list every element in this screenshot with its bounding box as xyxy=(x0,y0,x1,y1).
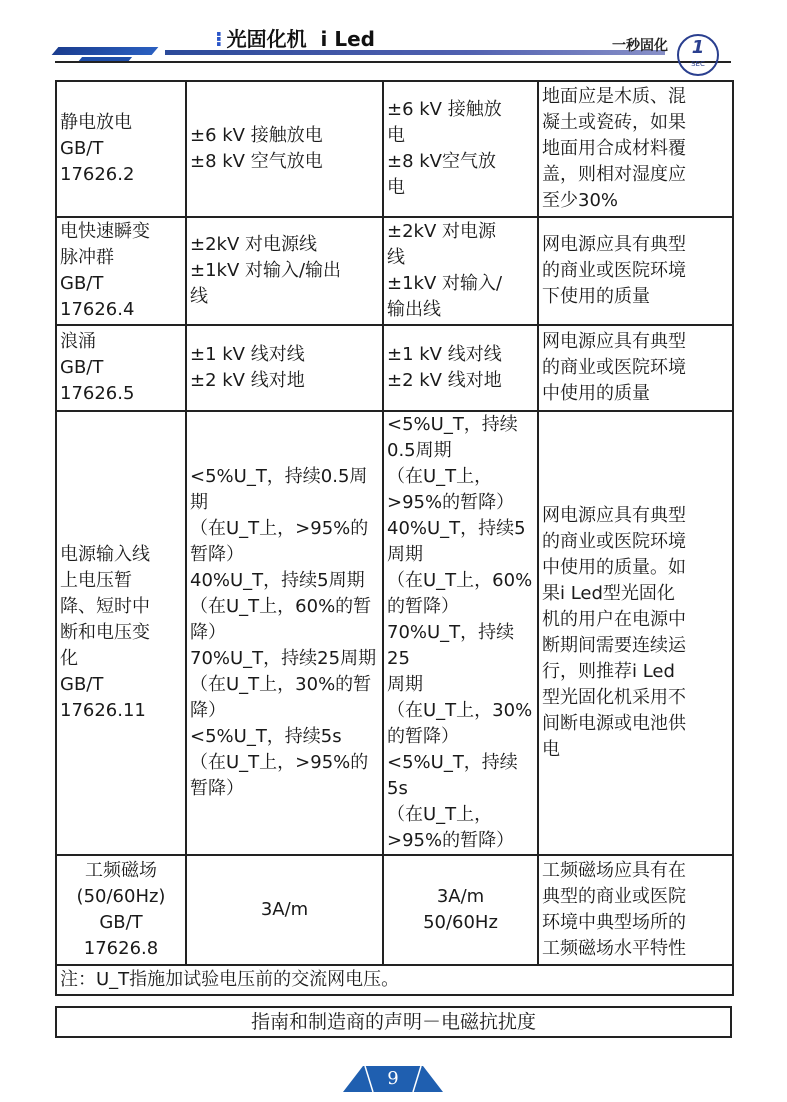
cell-line: 50/60Hz xyxy=(423,912,498,933)
cell-line: 的暂降） xyxy=(387,726,459,747)
cell-line: 70%U_T，持续25周期 xyxy=(190,648,377,669)
cell-line: ±1 kV 线对线 xyxy=(387,344,502,365)
cell-line: 17626.2 xyxy=(60,164,135,185)
cell-line: 暂降） xyxy=(190,544,244,565)
cell-line: 的商业或医院环境 xyxy=(542,260,686,281)
cell-line: (50/60Hz) xyxy=(76,886,166,907)
cell-test-item xyxy=(56,217,186,325)
cell-line: 17626.11 xyxy=(60,700,146,721)
cell-test-item xyxy=(56,855,186,965)
table-row xyxy=(56,411,733,855)
cell-line: 网电源应具有典型 xyxy=(542,331,686,352)
cell-em-environment xyxy=(538,217,733,325)
cell-line: （在U_T上，>95%的 xyxy=(190,518,369,539)
cell-line: ±2 kV 线对地 xyxy=(387,370,502,391)
section-title: 指南和制造商的声明－电磁抗扰度 xyxy=(55,1006,732,1038)
cell-line: GB/T xyxy=(60,273,104,294)
cell-line: ±2 kV 线对地 xyxy=(190,370,305,391)
cell-line: （在U_T上，60% xyxy=(387,570,533,591)
cell-line: 化 xyxy=(60,648,78,669)
cell-test-item xyxy=(56,81,186,217)
cell-line: 3A/m xyxy=(260,899,309,920)
cell-line: 降、短时中 xyxy=(60,596,150,617)
cell-test-level xyxy=(186,217,383,325)
cell-line: 电快速瞬变 xyxy=(60,221,150,242)
immunity-table xyxy=(55,80,734,996)
cell-line: ±1 kV 线对线 xyxy=(190,344,305,365)
cell-compliance-level xyxy=(383,855,538,965)
bullet-icon: ⁝ xyxy=(215,27,223,51)
cell-test-level xyxy=(186,325,383,411)
clock-logo-icon xyxy=(677,34,719,76)
table-row xyxy=(56,81,733,217)
cell-line: 电源输入线 xyxy=(60,544,150,565)
cell-line: >95%的暂降） xyxy=(387,830,515,851)
cell-line: 电 xyxy=(387,177,405,198)
table-note: 注：U_T指施加试验电压前的交流网电压。 xyxy=(56,965,733,995)
table-row xyxy=(56,217,733,325)
cell-line: ±1kV 对输入/输出 xyxy=(190,260,342,281)
cell-line: 浪涌 xyxy=(60,331,96,352)
cell-line: 线 xyxy=(387,247,405,268)
cell-line: 间断电源或电池供 xyxy=(542,713,686,734)
cell-line: 输出线 xyxy=(387,299,441,320)
cell-line: 断期间需要连续运 xyxy=(542,635,686,656)
cell-line: 下使用的质量 xyxy=(542,286,650,307)
header-slogan: 一秒固化 xyxy=(612,38,668,54)
cell-line: 工频磁场 xyxy=(85,860,157,881)
cell-line: 周期 xyxy=(387,544,423,565)
cell-line: 机的用户在电源中 xyxy=(542,609,686,630)
cell-line: 降） xyxy=(190,622,226,643)
cell-line: （在U_T上，>95%的 xyxy=(190,752,369,773)
cell-line: （在U_T上，60%的暂 xyxy=(190,596,372,617)
cell-compliance-level xyxy=(383,411,538,855)
cell-line: 果i Led型光固化 xyxy=(542,583,675,604)
cell-test-level xyxy=(186,855,383,965)
cell-line: GB/T xyxy=(99,912,143,933)
header-title xyxy=(215,27,375,51)
cell-line: <5%U_T，持续5s xyxy=(387,752,518,799)
cell-line: 0.5周期 xyxy=(387,440,452,461)
cell-line: 17626.4 xyxy=(60,299,135,320)
cell-line: 40%U_T，持续5周期 xyxy=(190,570,365,591)
cell-line: 中使用的质量 xyxy=(542,383,650,404)
cell-line: GB/T xyxy=(60,357,104,378)
brand-title: 光固化机 i Led xyxy=(226,27,375,51)
clock-label: SEC xyxy=(691,60,705,68)
cell-line: 17626.5 xyxy=(60,383,135,404)
cell-compliance-level xyxy=(383,217,538,325)
cell-line: 周期 xyxy=(387,674,423,695)
cell-line: 40%U_T，持续5 xyxy=(387,518,526,539)
content-area xyxy=(55,80,732,1038)
cell-line: 线 xyxy=(190,286,208,307)
cell-line: 脉冲群 xyxy=(60,247,114,268)
cell-line: （在U_T上，30% xyxy=(387,700,533,721)
cell-line: 的暂降） xyxy=(387,596,459,617)
cell-line: （在U_T上，30%的暂 xyxy=(190,674,372,695)
cell-compliance-level xyxy=(383,81,538,217)
note-row xyxy=(56,965,733,995)
cell-line: ±8 kV空气放 xyxy=(387,151,496,172)
cell-line: GB/T xyxy=(60,674,104,695)
cell-line: （在U_T上， xyxy=(387,804,493,825)
cell-line: ±6 kV 接触放电 xyxy=(190,125,323,146)
cell-line: 期 xyxy=(190,492,208,513)
cell-line: 至少30% xyxy=(542,190,619,211)
cell-em-environment xyxy=(538,325,733,411)
cell-line: 的商业或医院环境 xyxy=(542,357,686,378)
cell-line: 静电放电 xyxy=(60,112,132,133)
cell-line: 3A/m xyxy=(436,886,485,907)
cell-line: 降） xyxy=(190,700,226,721)
cell-line: ±1kV 对输入/ xyxy=(387,273,503,294)
cell-line: 典型的商业或医院 xyxy=(542,886,686,907)
cell-line: 70%U_T，持续25 xyxy=(387,622,515,669)
cell-line: 行，则推荐i Led xyxy=(542,661,675,682)
cell-line: 中使用的质量。如 xyxy=(542,557,686,578)
header-swoosh xyxy=(52,47,159,55)
cell-em-environment xyxy=(538,81,733,217)
cell-line: 盖，则相对湿度应 xyxy=(542,164,686,185)
cell-line: 环境中典型场所的 xyxy=(542,912,686,933)
cell-line: 地面用合成材料覆 xyxy=(542,138,686,159)
cell-line: 工频磁场应具有在 xyxy=(542,860,686,881)
cell-line: 上电压暂 xyxy=(60,570,132,591)
cell-line: 的商业或医院环境 xyxy=(542,531,686,552)
cell-test-level xyxy=(186,81,383,217)
cell-line: GB/T xyxy=(60,138,104,159)
table-row xyxy=(56,325,733,411)
cell-line: 17626.8 xyxy=(83,938,159,959)
cell-line: ±8 kV 空气放电 xyxy=(190,151,323,172)
cell-line: 断和电压变 xyxy=(60,622,150,643)
cell-line: 凝土或瓷砖，如果 xyxy=(542,112,686,133)
cell-line: 电 xyxy=(387,125,405,146)
cell-line: 暂降） xyxy=(190,778,244,799)
cell-line: 地面应是木质、混 xyxy=(542,86,686,107)
cell-test-level xyxy=(186,411,383,855)
cell-line: 工频磁场水平特性 xyxy=(542,938,686,959)
cell-test-item xyxy=(56,325,186,411)
cell-test-item xyxy=(56,411,186,855)
cell-em-environment xyxy=(538,855,733,965)
clock-number: 1 xyxy=(691,37,705,58)
table-row xyxy=(56,855,733,965)
header-divider xyxy=(55,61,731,63)
cell-line: ±2kV 对电源 xyxy=(387,221,496,242)
page-number: 9 xyxy=(387,1068,399,1089)
cell-line: ±2kV 对电源线 xyxy=(190,234,317,255)
cell-compliance-level xyxy=(383,325,538,411)
cell-line: >95%的暂降） xyxy=(387,492,515,513)
cell-line: 网电源应具有典型 xyxy=(542,505,686,526)
cell-line: （在U_T上， xyxy=(387,466,493,487)
cell-line: <5%U_T，持续 xyxy=(387,414,518,435)
cell-line: ±6 kV 接触放 xyxy=(387,99,502,120)
cell-line: <5%U_T，持续5s xyxy=(190,726,342,747)
cell-em-environment xyxy=(538,411,733,855)
cell-line: <5%U_T，持续0.5周 xyxy=(190,466,368,487)
cell-line: 网电源应具有典型 xyxy=(542,234,686,255)
cell-line: 型光固化机采用不 xyxy=(542,687,686,708)
cell-line: 电 xyxy=(542,739,560,760)
